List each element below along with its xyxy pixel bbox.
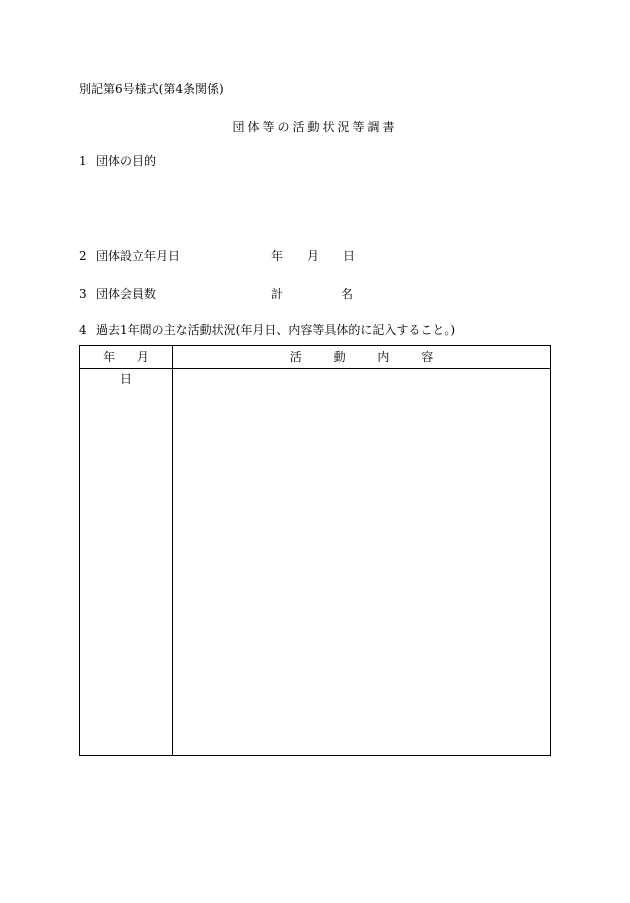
table-header-date: 年 月 日 [103, 350, 158, 386]
activity-date-cell[interactable] [80, 369, 172, 755]
member-total-label: 計 [271, 287, 284, 301]
activity-table [79, 345, 551, 756]
section-3 [79, 288, 156, 300]
activity-content-cell[interactable] [173, 369, 550, 755]
section-2-label: 団体設立年月日 [96, 249, 181, 263]
table-header-content: 活 動 内 容 [289, 350, 448, 364]
section-2-number: 2 [79, 249, 87, 263]
section-2 [79, 250, 180, 262]
section-1 [79, 155, 156, 167]
section-1-label: 団体の目的 [96, 154, 157, 168]
section-4-number: 4 [79, 323, 87, 337]
section-4 [79, 324, 455, 336]
section-3-label: 団体会員数 [96, 287, 157, 301]
member-unit-label: 名 [341, 287, 354, 301]
document-title: 団体等の活動状況等調書 [232, 120, 398, 134]
established-year-label: 年 [271, 249, 284, 263]
form-reference: 別記第6号様式(第4条関係) [79, 82, 224, 96]
established-month-label: 月 [307, 249, 320, 263]
section-3-number: 3 [79, 287, 87, 301]
established-day-label: 日 [343, 249, 356, 263]
section-1-number: 1 [79, 154, 87, 168]
section-4-label: 過去1年間の主な活動状況(年月日、内容等具体的に記入すること。) [96, 323, 456, 337]
